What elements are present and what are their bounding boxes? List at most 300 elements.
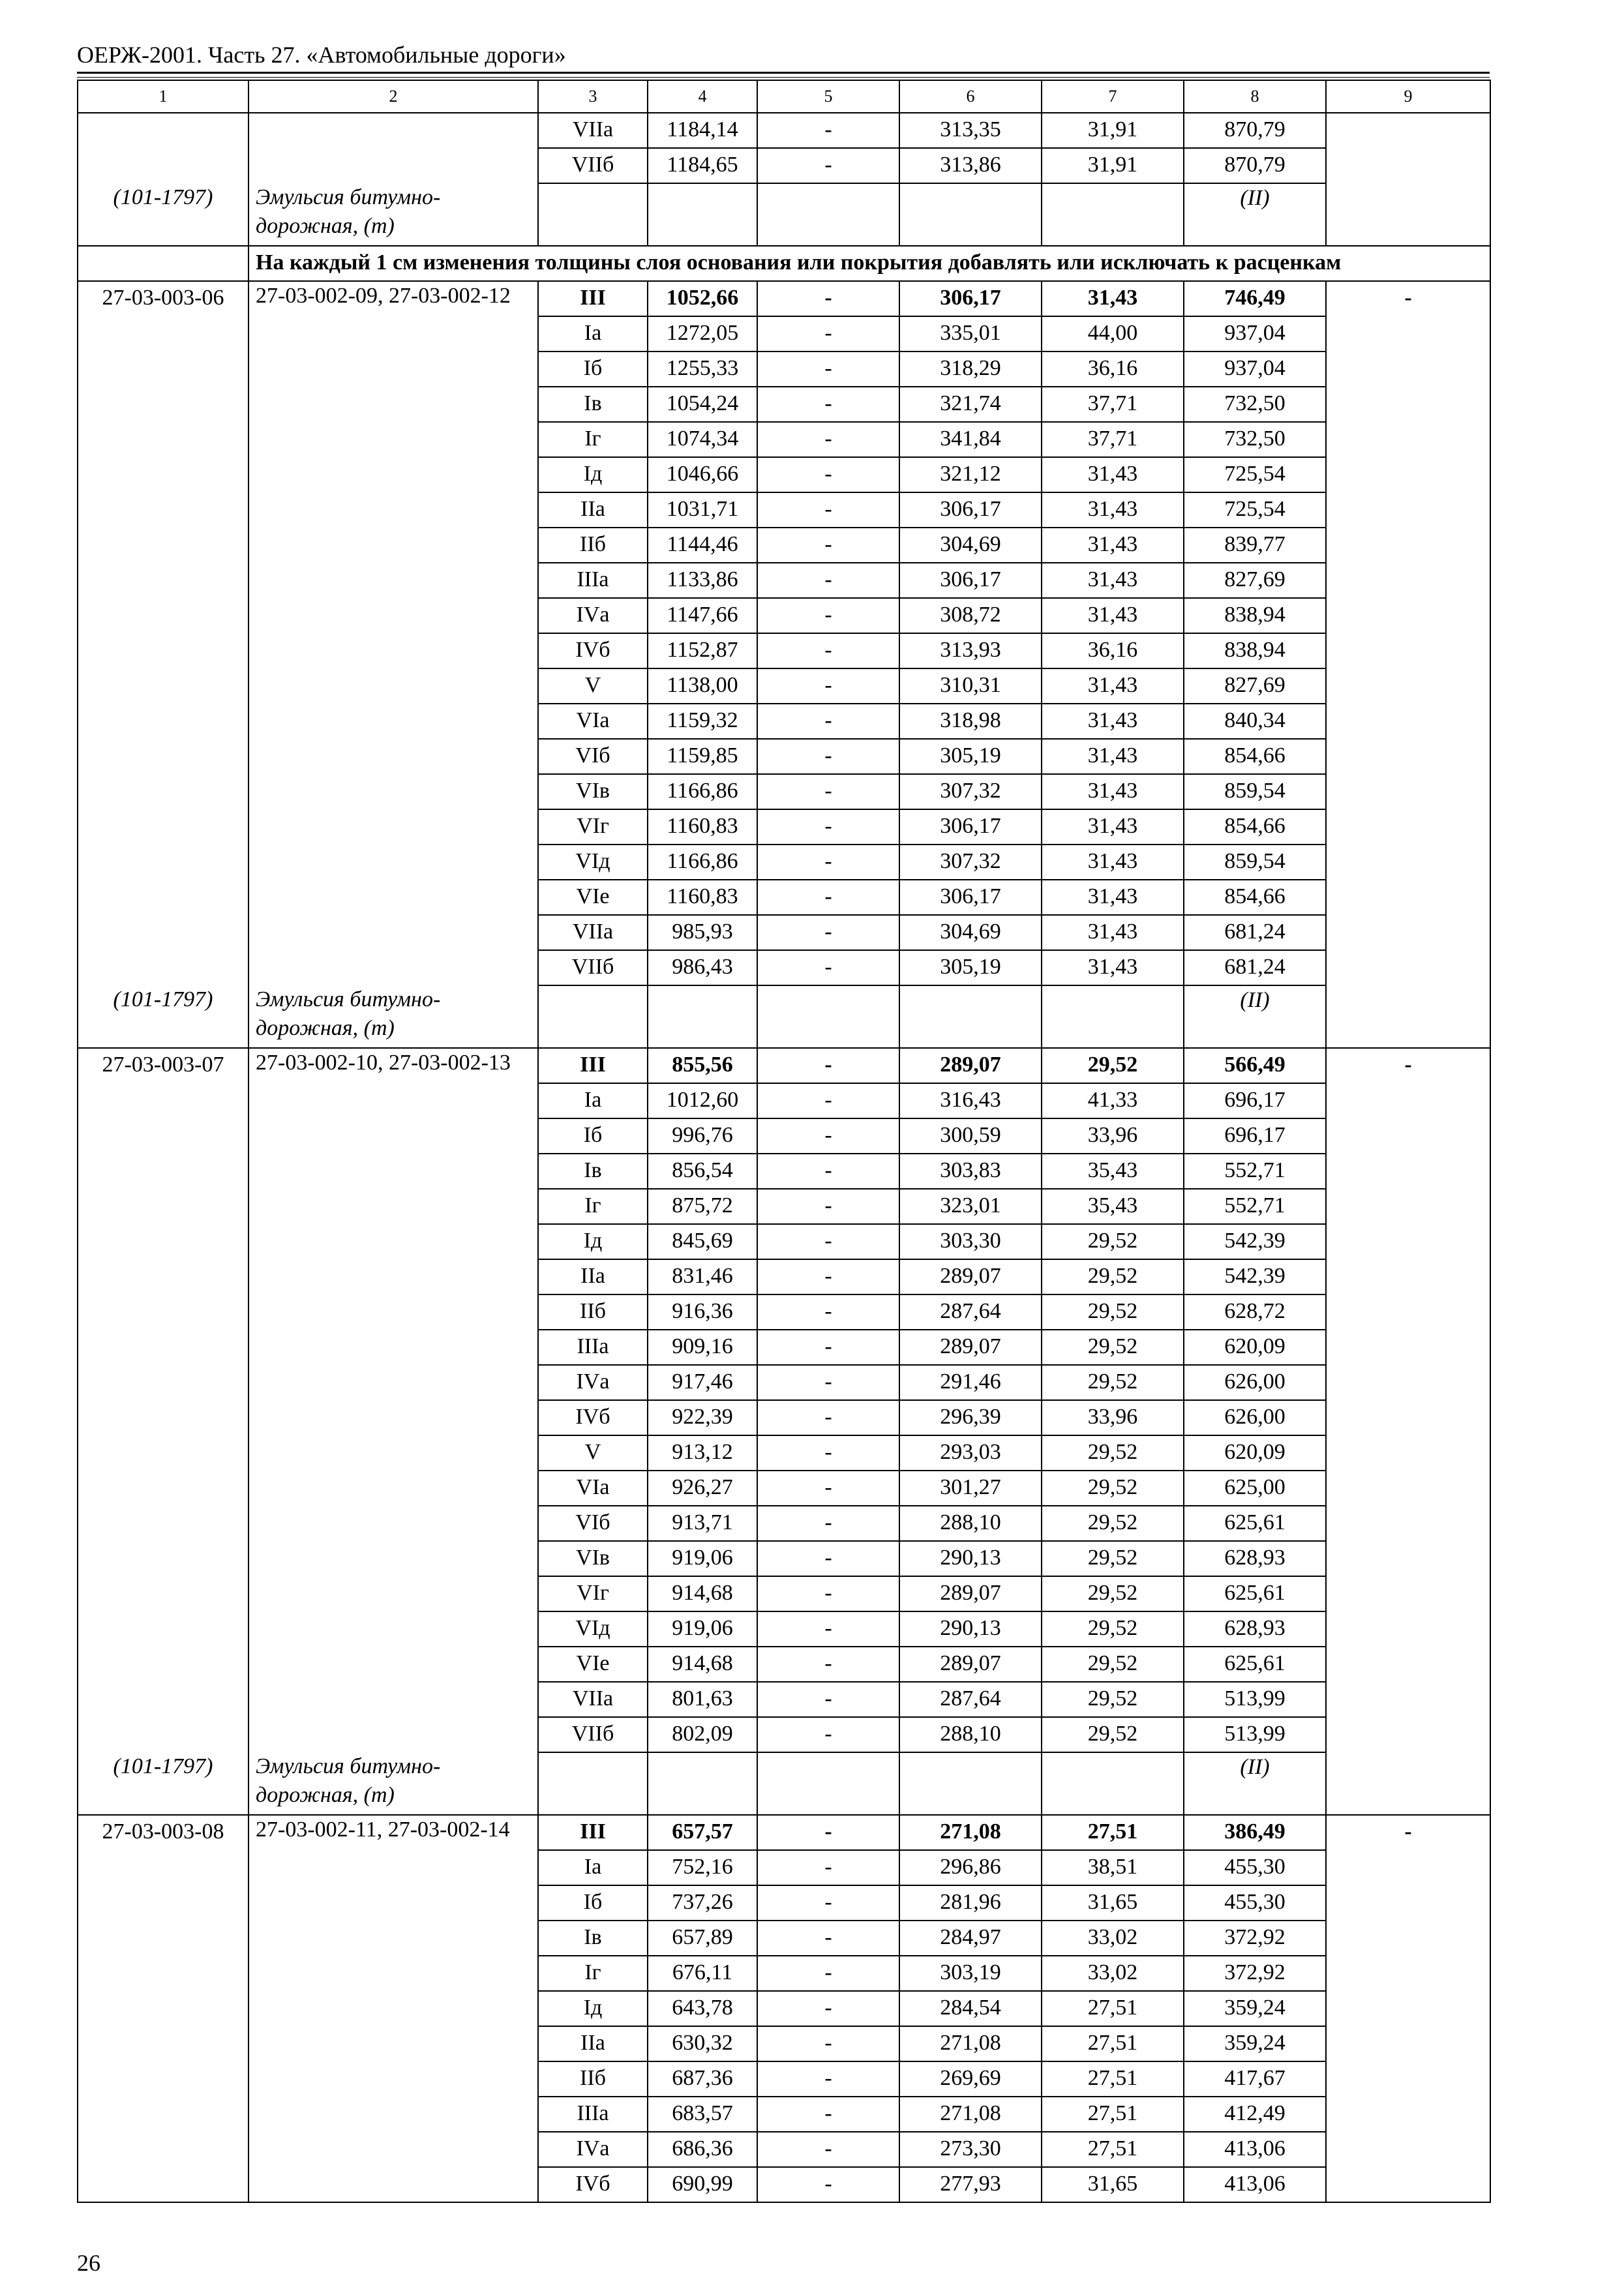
zone-cell: Iа bbox=[538, 316, 648, 352]
materials-cost-cell: 732,50 bbox=[1184, 387, 1326, 422]
extra-cell: - bbox=[1326, 281, 1490, 316]
materials-cost-cell: 859,54 bbox=[1184, 845, 1326, 880]
table-row bbox=[78, 1815, 1490, 1850]
zone-cell: VIIб bbox=[538, 1717, 648, 1752]
wages-cell: - bbox=[757, 704, 899, 739]
operator-wages-cell: 29,52 bbox=[1042, 1506, 1184, 1541]
materials-cost-cell: 620,09 bbox=[1184, 1435, 1326, 1471]
operator-wages-cell: 29,52 bbox=[1042, 1294, 1184, 1330]
table-row bbox=[78, 422, 1490, 457]
material-note-row bbox=[78, 183, 1490, 246]
table-row bbox=[78, 1118, 1490, 1154]
operator-wages-cell: 29,52 bbox=[1042, 1576, 1184, 1611]
total-cost-cell: 657,89 bbox=[648, 1921, 757, 1956]
materials-cost-cell: 839,77 bbox=[1184, 528, 1326, 563]
operator-wages-cell: 29,52 bbox=[1042, 1682, 1184, 1717]
wages-cell: - bbox=[757, 1991, 899, 2026]
ref-cell bbox=[248, 1435, 538, 1471]
extra-cell bbox=[1326, 1752, 1490, 1815]
code-cell bbox=[78, 316, 248, 352]
table-row bbox=[78, 598, 1490, 633]
machine-cost-cell: 303,30 bbox=[899, 1224, 1042, 1259]
wages-cell: - bbox=[757, 492, 899, 528]
code-cell bbox=[78, 563, 248, 598]
wages-cell: - bbox=[757, 148, 899, 183]
operator-wages-cell: 33,02 bbox=[1042, 1956, 1184, 1991]
machine-cost-cell: 290,13 bbox=[899, 1541, 1042, 1576]
operator-wages-cell: 27,51 bbox=[1042, 1815, 1184, 1850]
section-title: На каждый 1 см изменения толщины слоя основания или покрытия добавлять или исключать к расценкам bbox=[248, 246, 1490, 281]
wages-cell: - bbox=[757, 1224, 899, 1259]
code-cell bbox=[78, 633, 248, 668]
column-number-9: 9 bbox=[1326, 80, 1490, 113]
material-code: (101-1797) bbox=[78, 183, 248, 246]
extra-cell bbox=[1326, 1717, 1490, 1752]
wages-cell: - bbox=[757, 1850, 899, 1885]
machine-cost-cell: 341,84 bbox=[899, 422, 1042, 457]
table-row bbox=[78, 2097, 1490, 2132]
wages-cell: - bbox=[757, 668, 899, 704]
wages-cell: - bbox=[757, 880, 899, 915]
materials-cost-cell: 681,24 bbox=[1184, 950, 1326, 985]
operator-wages-cell: 31,91 bbox=[1042, 148, 1184, 183]
code-cell bbox=[78, 2061, 248, 2097]
extra-cell bbox=[1326, 1118, 1490, 1154]
code-cell bbox=[78, 2132, 248, 2167]
wages-cell: - bbox=[757, 1506, 899, 1541]
ref-cell bbox=[248, 1647, 538, 1682]
ref-cell bbox=[248, 1259, 538, 1294]
code-cell bbox=[78, 1576, 248, 1611]
materials-cost-cell: 542,39 bbox=[1184, 1259, 1326, 1294]
code-cell bbox=[78, 2167, 248, 2202]
materials-cost-cell: 566,49 bbox=[1184, 1048, 1326, 1083]
table-row bbox=[78, 492, 1490, 528]
materials-cost-cell: 455,30 bbox=[1184, 1850, 1326, 1885]
ref-cell bbox=[248, 563, 538, 598]
table-row bbox=[78, 1154, 1490, 1189]
ref-cell bbox=[248, 2061, 538, 2097]
operator-wages-cell: 31,43 bbox=[1042, 457, 1184, 492]
rate-code-cell: 27-03-003-06 bbox=[78, 281, 248, 316]
extra-cell bbox=[1326, 1365, 1490, 1400]
machine-cost-cell: 296,86 bbox=[899, 1850, 1042, 1885]
ref-cell bbox=[248, 1850, 538, 1885]
total-cost-cell: 687,36 bbox=[648, 2061, 757, 2097]
empty-cell bbox=[899, 183, 1042, 246]
zone-cell: IVб bbox=[538, 633, 648, 668]
table-row bbox=[78, 1083, 1490, 1118]
table-row bbox=[78, 563, 1490, 598]
machine-cost-cell: 306,17 bbox=[899, 809, 1042, 845]
ref-cell bbox=[248, 1921, 538, 1956]
total-cost-cell: 1272,05 bbox=[648, 316, 757, 352]
machine-cost-cell: 277,93 bbox=[899, 2167, 1042, 2202]
wages-cell: - bbox=[757, 1083, 899, 1118]
table-row bbox=[78, 668, 1490, 704]
extra-cell bbox=[1326, 2167, 1490, 2202]
table-row bbox=[78, 1259, 1490, 1294]
total-cost-cell: 1152,87 bbox=[648, 633, 757, 668]
extra-cell bbox=[1326, 1576, 1490, 1611]
materials-cost-cell: 746,49 bbox=[1184, 281, 1326, 316]
zone-cell: VIв bbox=[538, 1541, 648, 1576]
zone-cell: VIIб bbox=[538, 148, 648, 183]
materials-cost-cell: 455,30 bbox=[1184, 1885, 1326, 1921]
wages-cell: - bbox=[757, 1400, 899, 1435]
zone-cell: IIIа bbox=[538, 2097, 648, 2132]
code-cell bbox=[78, 1471, 248, 1506]
empty-cell bbox=[648, 183, 757, 246]
ref-cell bbox=[248, 2167, 538, 2202]
wages-cell: - bbox=[757, 1921, 899, 1956]
table-row bbox=[78, 1956, 1490, 1991]
ref-cell bbox=[248, 774, 538, 809]
machine-cost-cell: 335,01 bbox=[899, 316, 1042, 352]
extra-cell bbox=[1326, 1083, 1490, 1118]
code-cell bbox=[78, 1400, 248, 1435]
total-cost-cell: 919,06 bbox=[648, 1611, 757, 1647]
zone-cell: VIе bbox=[538, 1647, 648, 1682]
total-cost-cell: 686,36 bbox=[648, 2132, 757, 2167]
total-cost-cell: 913,71 bbox=[648, 1506, 757, 1541]
ref-cell bbox=[248, 668, 538, 704]
rate-ref-cell: 27-03-002-09, 27-03-002-12 bbox=[248, 281, 538, 316]
wages-cell: - bbox=[757, 352, 899, 387]
column-number-3: 3 bbox=[538, 80, 648, 113]
wages-cell: - bbox=[757, 563, 899, 598]
machine-cost-cell: 308,72 bbox=[899, 598, 1042, 633]
zone-cell: Iб bbox=[538, 1118, 648, 1154]
ref-cell bbox=[248, 1991, 538, 2026]
column-number-2: 2 bbox=[248, 80, 538, 113]
materials-cost-cell: 359,24 bbox=[1184, 1991, 1326, 2026]
ref-cell bbox=[248, 113, 538, 148]
empty-cell bbox=[757, 985, 899, 1048]
wages-cell: - bbox=[757, 1118, 899, 1154]
table-row bbox=[78, 1885, 1490, 1921]
wages-cell: - bbox=[757, 1576, 899, 1611]
wages-cell: - bbox=[757, 915, 899, 950]
code-cell bbox=[78, 845, 248, 880]
total-cost-cell: 1160,83 bbox=[648, 880, 757, 915]
ref-cell bbox=[248, 1956, 538, 1991]
material-note-row bbox=[78, 1752, 1490, 1815]
code-cell bbox=[78, 387, 248, 422]
code-cell bbox=[78, 880, 248, 915]
operator-wages-cell: 33,02 bbox=[1042, 1921, 1184, 1956]
total-cost-cell: 643,78 bbox=[648, 1991, 757, 2026]
table-row bbox=[78, 1991, 1490, 2026]
operator-wages-cell: 31,91 bbox=[1042, 113, 1184, 148]
extra-cell bbox=[1326, 1885, 1490, 1921]
materials-cost-cell: 937,04 bbox=[1184, 352, 1326, 387]
table-row bbox=[78, 1717, 1490, 1752]
ref-cell bbox=[248, 2026, 538, 2061]
extra-cell bbox=[1326, 1471, 1490, 1506]
code-cell bbox=[78, 1506, 248, 1541]
wages-cell: - bbox=[757, 387, 899, 422]
materials-cost-cell: 625,61 bbox=[1184, 1506, 1326, 1541]
extra-cell bbox=[1326, 1506, 1490, 1541]
extra-cell bbox=[1326, 183, 1490, 246]
total-cost-cell: 1031,71 bbox=[648, 492, 757, 528]
table-row bbox=[78, 1400, 1490, 1435]
extra-cell bbox=[1326, 2132, 1490, 2167]
wages-cell: - bbox=[757, 528, 899, 563]
ref-cell bbox=[248, 915, 538, 950]
ref-cell bbox=[248, 739, 538, 774]
table-row bbox=[78, 1682, 1490, 1717]
machine-cost-cell: 318,98 bbox=[899, 704, 1042, 739]
zone-cell: IIб bbox=[538, 2061, 648, 2097]
table-row bbox=[78, 1647, 1490, 1682]
operator-wages-cell: 27,51 bbox=[1042, 2061, 1184, 2097]
code-cell bbox=[78, 422, 248, 457]
table-row bbox=[78, 1330, 1490, 1365]
column-number-5: 5 bbox=[757, 80, 899, 113]
total-cost-cell: 913,12 bbox=[648, 1435, 757, 1471]
operator-wages-cell: 29,52 bbox=[1042, 1048, 1184, 1083]
materials-cost-cell: 625,61 bbox=[1184, 1576, 1326, 1611]
zone-cell: Iб bbox=[538, 1885, 648, 1921]
extra-cell bbox=[1326, 422, 1490, 457]
machine-cost-cell: 269,69 bbox=[899, 2061, 1042, 2097]
extra-cell bbox=[1326, 1850, 1490, 1885]
code-cell bbox=[78, 352, 248, 387]
total-cost-cell: 690,99 bbox=[648, 2167, 757, 2202]
wages-cell: - bbox=[757, 1471, 899, 1506]
ref-cell bbox=[248, 1224, 538, 1259]
code-cell bbox=[78, 113, 248, 148]
machine-cost-cell: 288,10 bbox=[899, 1717, 1042, 1752]
empty-cell bbox=[757, 1752, 899, 1815]
materials-cost-cell: 854,66 bbox=[1184, 809, 1326, 845]
empty-cell bbox=[757, 183, 899, 246]
machine-cost-cell: 293,03 bbox=[899, 1435, 1042, 1471]
ref-cell bbox=[248, 1682, 538, 1717]
operator-wages-cell: 31,43 bbox=[1042, 880, 1184, 915]
ref-cell bbox=[248, 950, 538, 985]
machine-cost-cell: 284,54 bbox=[899, 1991, 1042, 2026]
machine-cost-cell: 306,17 bbox=[899, 492, 1042, 528]
zone-cell: VIIб bbox=[538, 950, 648, 985]
materials-cost-cell: 372,92 bbox=[1184, 1921, 1326, 1956]
extra-cell bbox=[1326, 668, 1490, 704]
empty-cell bbox=[538, 1752, 648, 1815]
zone-cell: VIб bbox=[538, 1506, 648, 1541]
materials-cost-cell: 838,94 bbox=[1184, 598, 1326, 633]
empty-cell bbox=[538, 183, 648, 246]
materials-cost-cell: 626,00 bbox=[1184, 1365, 1326, 1400]
wages-cell: - bbox=[757, 2026, 899, 2061]
total-cost-cell: 1166,86 bbox=[648, 845, 757, 880]
extra-cell bbox=[1326, 1541, 1490, 1576]
wages-cell: - bbox=[757, 1717, 899, 1752]
empty-cell bbox=[899, 985, 1042, 1048]
wages-cell: - bbox=[757, 1154, 899, 1189]
machine-cost-cell: 289,07 bbox=[899, 1330, 1042, 1365]
operator-wages-cell: 29,52 bbox=[1042, 1647, 1184, 1682]
materials-cost-cell: 859,54 bbox=[1184, 774, 1326, 809]
operator-wages-cell: 31,43 bbox=[1042, 809, 1184, 845]
ref-cell bbox=[248, 352, 538, 387]
machine-cost-cell: 271,08 bbox=[899, 2097, 1042, 2132]
wages-cell: - bbox=[757, 2132, 899, 2167]
total-cost-cell: 919,06 bbox=[648, 1541, 757, 1576]
extra-cell bbox=[1326, 1921, 1490, 1956]
zone-cell: VIг bbox=[538, 1576, 648, 1611]
total-cost-cell: 676,11 bbox=[648, 1956, 757, 1991]
machine-cost-cell: 271,08 bbox=[899, 2026, 1042, 2061]
total-cost-cell: 1144,46 bbox=[648, 528, 757, 563]
extra-cell bbox=[1326, 1611, 1490, 1647]
total-cost-cell: 801,63 bbox=[648, 1682, 757, 1717]
zone-cell: Iг bbox=[538, 422, 648, 457]
total-cost-cell: 922,39 bbox=[648, 1400, 757, 1435]
code-cell bbox=[78, 1118, 248, 1154]
column-number-1: 1 bbox=[78, 80, 248, 113]
total-cost-cell: 630,32 bbox=[648, 2026, 757, 2061]
wages-cell: - bbox=[757, 774, 899, 809]
table-row bbox=[78, 809, 1490, 845]
extra-cell bbox=[1326, 492, 1490, 528]
material-note-row bbox=[78, 985, 1490, 1048]
material-name: Эмульсия битумно-дорожная, (т) bbox=[248, 183, 538, 246]
material-mark: (II) bbox=[1184, 183, 1326, 246]
materials-cost-cell: 725,54 bbox=[1184, 492, 1326, 528]
table-row bbox=[78, 1506, 1490, 1541]
table-row bbox=[78, 774, 1490, 809]
operator-wages-cell: 29,52 bbox=[1042, 1259, 1184, 1294]
materials-cost-cell: 513,99 bbox=[1184, 1717, 1326, 1752]
extra-cell bbox=[1326, 563, 1490, 598]
zone-cell: Iг bbox=[538, 1956, 648, 1991]
ref-cell bbox=[248, 457, 538, 492]
code-cell bbox=[78, 950, 248, 985]
operator-wages-cell: 29,52 bbox=[1042, 1330, 1184, 1365]
empty-cell bbox=[899, 1752, 1042, 1815]
materials-cost-cell: 412,49 bbox=[1184, 2097, 1326, 2132]
materials-cost-cell: 840,34 bbox=[1184, 704, 1326, 739]
extra-cell bbox=[1326, 2026, 1490, 2061]
total-cost-cell: 1159,32 bbox=[648, 704, 757, 739]
code-cell bbox=[78, 148, 248, 183]
total-cost-cell: 1159,85 bbox=[648, 739, 757, 774]
table-row bbox=[78, 1850, 1490, 1885]
ref-cell bbox=[248, 880, 538, 915]
code-cell bbox=[78, 1717, 248, 1752]
operator-wages-cell: 31,43 bbox=[1042, 528, 1184, 563]
materials-cost-cell: 620,09 bbox=[1184, 1330, 1326, 1365]
materials-cost-cell: 417,67 bbox=[1184, 2061, 1326, 2097]
total-cost-cell: 914,68 bbox=[648, 1647, 757, 1682]
materials-cost-cell: 827,69 bbox=[1184, 563, 1326, 598]
materials-cost-cell: 628,72 bbox=[1184, 1294, 1326, 1330]
materials-cost-cell: 359,24 bbox=[1184, 2026, 1326, 2061]
extra-cell bbox=[1326, 352, 1490, 387]
extra-cell bbox=[1326, 809, 1490, 845]
extra-cell bbox=[1326, 950, 1490, 985]
ref-cell bbox=[248, 845, 538, 880]
materials-cost-cell: 552,71 bbox=[1184, 1154, 1326, 1189]
operator-wages-cell: 35,43 bbox=[1042, 1189, 1184, 1224]
materials-cost-cell: 854,66 bbox=[1184, 880, 1326, 915]
machine-cost-cell: 289,07 bbox=[899, 1259, 1042, 1294]
ref-cell bbox=[248, 1365, 538, 1400]
operator-wages-cell: 29,52 bbox=[1042, 1224, 1184, 1259]
zone-cell: VIIа bbox=[538, 915, 648, 950]
operator-wages-cell: 31,43 bbox=[1042, 563, 1184, 598]
total-cost-cell: 737,26 bbox=[648, 1885, 757, 1921]
zone-cell: IIIа bbox=[538, 563, 648, 598]
code-cell bbox=[78, 668, 248, 704]
table-row bbox=[78, 704, 1490, 739]
machine-cost-cell: 300,59 bbox=[899, 1118, 1042, 1154]
machine-cost-cell: 281,96 bbox=[899, 1885, 1042, 1921]
code-cell bbox=[78, 1365, 248, 1400]
machine-cost-cell: 287,64 bbox=[899, 1682, 1042, 1717]
machine-cost-cell: 288,10 bbox=[899, 1506, 1042, 1541]
extra-cell bbox=[1326, 1682, 1490, 1717]
machine-cost-cell: 303,19 bbox=[899, 1956, 1042, 1991]
table-row bbox=[78, 1224, 1490, 1259]
operator-wages-cell: 31,43 bbox=[1042, 492, 1184, 528]
wages-cell: - bbox=[757, 316, 899, 352]
zone-cell: IIа bbox=[538, 492, 648, 528]
machine-cost-cell: 287,64 bbox=[899, 1294, 1042, 1330]
operator-wages-cell: 29,52 bbox=[1042, 1435, 1184, 1471]
code-cell bbox=[78, 1956, 248, 1991]
extra-cell bbox=[1326, 316, 1490, 352]
zone-cell: Iд bbox=[538, 457, 648, 492]
ref-cell bbox=[248, 148, 538, 183]
zone-cell: VIб bbox=[538, 739, 648, 774]
machine-cost-cell: 284,97 bbox=[899, 1921, 1042, 1956]
wages-cell: - bbox=[757, 845, 899, 880]
materials-cost-cell: 552,71 bbox=[1184, 1189, 1326, 1224]
code-cell bbox=[78, 1885, 248, 1921]
operator-wages-cell: 29,52 bbox=[1042, 1611, 1184, 1647]
table-row bbox=[78, 2167, 1490, 2202]
ref-cell bbox=[248, 2097, 538, 2132]
zone-cell: VIIа bbox=[538, 113, 648, 148]
code-cell bbox=[78, 2097, 248, 2132]
extra-cell bbox=[1326, 1400, 1490, 1435]
machine-cost-cell: 296,39 bbox=[899, 1400, 1042, 1435]
wages-cell: - bbox=[757, 2167, 899, 2202]
wages-cell: - bbox=[757, 1647, 899, 1682]
operator-wages-cell: 29,52 bbox=[1042, 1365, 1184, 1400]
wages-cell: - bbox=[757, 1048, 899, 1083]
wages-cell: - bbox=[757, 633, 899, 668]
materials-cost-cell: 725,54 bbox=[1184, 457, 1326, 492]
operator-wages-cell: 36,16 bbox=[1042, 633, 1184, 668]
ref-cell bbox=[248, 809, 538, 845]
ref-cell bbox=[248, 1294, 538, 1330]
machine-cost-cell: 305,19 bbox=[899, 739, 1042, 774]
wages-cell: - bbox=[757, 1330, 899, 1365]
machine-cost-cell: 321,12 bbox=[899, 457, 1042, 492]
materials-cost-cell: 696,17 bbox=[1184, 1118, 1326, 1154]
machine-cost-cell: 307,32 bbox=[899, 845, 1042, 880]
table-row bbox=[78, 281, 1490, 316]
total-cost-cell: 926,27 bbox=[648, 1471, 757, 1506]
material-name: Эмульсия битумно-дорожная, (т) bbox=[248, 985, 538, 1048]
ref-cell bbox=[248, 1541, 538, 1576]
zone-cell: Iв bbox=[538, 1154, 648, 1189]
materials-cost-cell: 386,49 bbox=[1184, 1815, 1326, 1850]
